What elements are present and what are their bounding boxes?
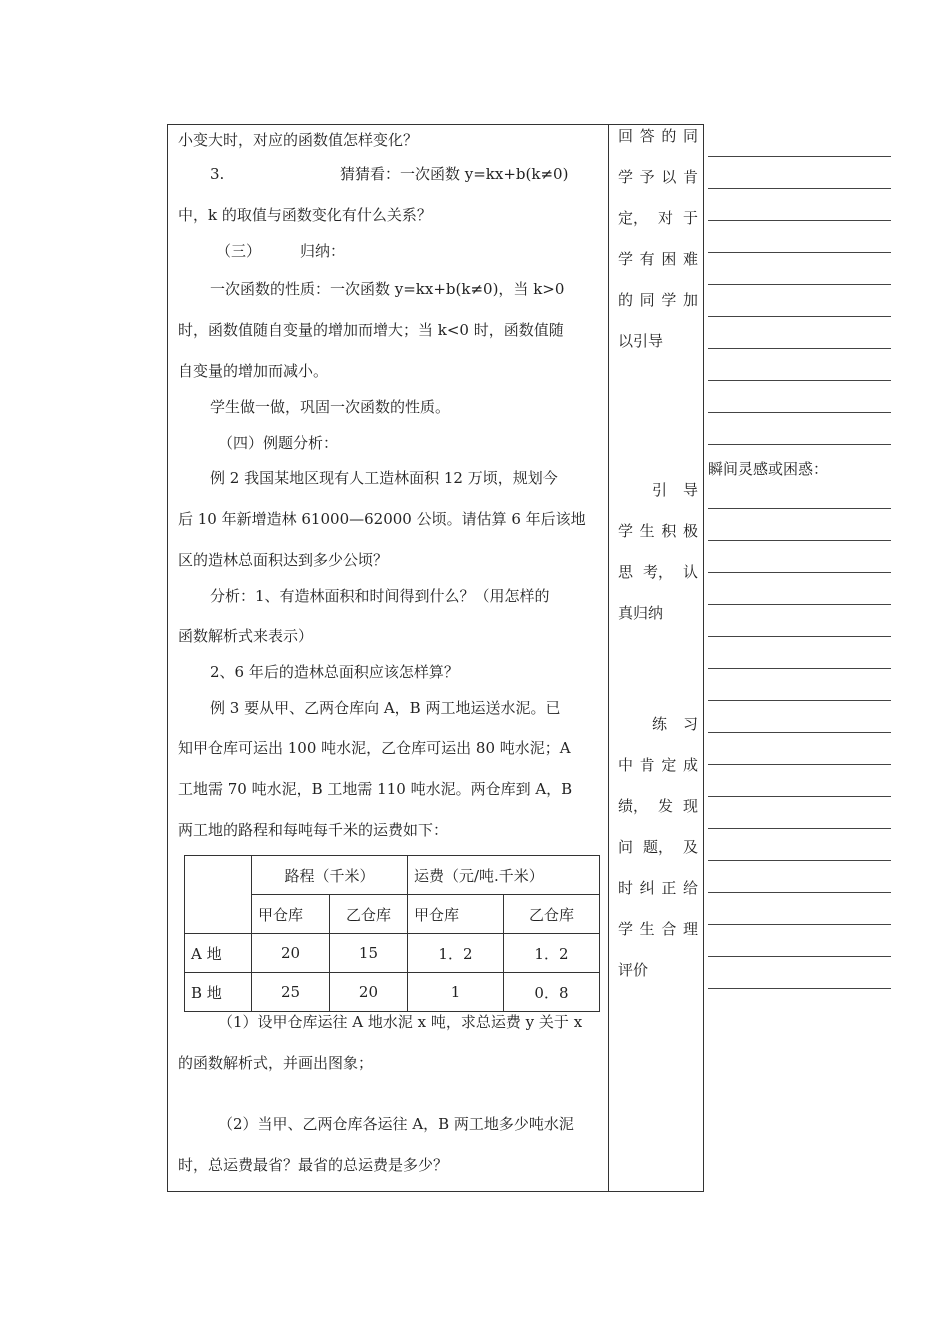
text-line: （四）例题分析：: [218, 434, 339, 452]
text-line: （2）当甲、乙两仓库各运往 A，B 两工地多少吨水泥: [218, 1115, 574, 1133]
table-header-fee: 运费（元/吨.千米）: [407, 856, 599, 895]
notes-block-practice: 练 习 中 肯 定 成 绩， 发 现 问 题， 及 时 纠 正 给 学 生 合 理 评价: [618, 715, 698, 979]
table-header-distance: 路程（千米）: [252, 856, 408, 895]
table-cell: 1: [407, 973, 503, 1012]
text-line: 的函数解析式，并画出图象；: [178, 1054, 374, 1072]
table-cell: 25: [252, 973, 330, 1012]
row-label: A 地: [185, 934, 252, 973]
table-subheader: 乙仓库: [329, 895, 407, 934]
text-line: 猜猜看：一次函数 y=kx+b(k≠0): [340, 165, 569, 183]
table-corner-cell: [185, 856, 252, 934]
text-line: 区的造林总面积达到多少公顷？: [178, 551, 389, 569]
text-line: 工地需 70 吨水泥，B 工地需 110 吨水泥。两仓库到 A，B: [178, 780, 573, 798]
text-line: （1）设甲仓库运往 A 地水泥 x 吨，求总运费 y 关于 x: [218, 1013, 583, 1031]
table-cell: 15: [329, 934, 407, 973]
text-line: 归纳：: [300, 242, 346, 260]
text-line: 学生做一做，巩固一次函数的性质。: [210, 398, 451, 416]
row-label: B 地: [185, 973, 252, 1012]
text-line: 中，k 的取值与函数变化有什么关系？: [178, 206, 432, 224]
text-line: 两工地的路程和每吨每千米的运费如下：: [178, 821, 449, 839]
text-line: 小变大时，对应的函数值怎样变化？: [178, 131, 419, 149]
table-cell: 1．2: [503, 934, 599, 973]
freight-table: [184, 855, 600, 1012]
text-line: 自变量的增加而减小。: [178, 362, 329, 380]
notes-block-feedback: 回 答 的 同 学 予 以 肯 定， 对 于 学 有 困 难 的 同 学 加 以引导: [618, 127, 698, 350]
table-row: [185, 934, 600, 973]
table-cell: 1．2: [407, 934, 503, 973]
inspiration-label: 瞬间灵感或困惑：: [708, 460, 829, 478]
table-subheader: 甲仓库: [252, 895, 330, 934]
table-row: [185, 973, 600, 1012]
text-line: 2、6 年后的造林总面积应该怎样算？: [210, 663, 459, 681]
text-line: 时，总运费最省？最省的总运费是多少？: [178, 1156, 449, 1174]
text-line: 时，函数值随自变量的增加而增大；当 k<0 时，函数值随: [178, 321, 564, 339]
table-cell: 20: [252, 934, 330, 973]
text-line: （三）: [216, 242, 262, 260]
text-line: 后 10 年新增造林 61000—62000 公顷。请估算 6 年后该地: [178, 510, 586, 528]
text-line: 例 2 我国某地区现有人工造林面积 12 万顷，规划今: [210, 469, 558, 487]
table-subheader: 乙仓库: [503, 895, 599, 934]
notes-block-guide: 引 导 学 生 积 极 思 考， 认 真归纳: [618, 481, 698, 622]
text-line: 分析：1、有造林面积和时间得到什么？（用怎样的: [210, 587, 550, 605]
text-line: 3.: [210, 165, 225, 183]
text-line: 函数解析式来表示）: [178, 627, 314, 645]
text-line: 一次函数的性质：一次函数 y=kx+b(k≠0)，当 k>0: [210, 280, 565, 298]
table-subheader: 甲仓库: [407, 895, 503, 934]
table-cell: 0．8: [503, 973, 599, 1012]
column-divider: [608, 124, 609, 1192]
text-line: 知甲仓库可运出 100 吨水泥，乙仓库可运出 80 吨水泥；A: [178, 739, 571, 757]
table-cell: 20: [329, 973, 407, 1012]
text-line: 例 3 要从甲、乙两仓库向 A，B 两工地运送水泥。已: [210, 699, 561, 717]
